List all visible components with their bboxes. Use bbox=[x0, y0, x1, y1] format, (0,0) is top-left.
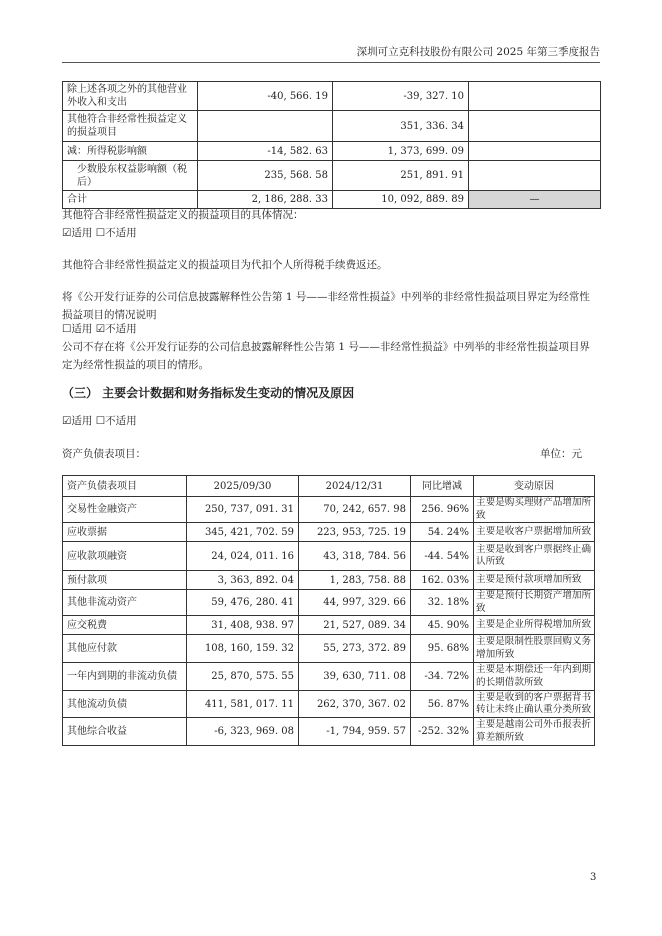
table-row bbox=[63, 142, 601, 161]
cell-value: 55, 273, 372. 89 bbox=[299, 635, 411, 663]
cell-value bbox=[469, 82, 601, 111]
balance-sheet-label: 资产负债表项目： bbox=[62, 448, 146, 460]
row-label: 其他符合非经常性损益定义的损益项目 bbox=[63, 111, 198, 142]
cell-item: 其他流动负债 bbox=[63, 691, 187, 718]
cell-item: 应交税费 bbox=[63, 616, 187, 635]
cell-value: 251, 891. 91 bbox=[333, 161, 469, 191]
cell-value: 351, 336. 34 bbox=[333, 111, 469, 142]
row-label: 少数股东权益影响额（税后） bbox=[63, 161, 198, 191]
cell-value: -252. 32% bbox=[411, 718, 474, 746]
table-row bbox=[63, 497, 595, 523]
table-row bbox=[63, 542, 595, 571]
cell-item: 交易性金融资产 bbox=[63, 497, 187, 523]
table-row bbox=[63, 523, 595, 542]
table-row bbox=[63, 161, 601, 191]
cell-value: 43, 318, 784. 56 bbox=[299, 542, 411, 571]
cell-item: 其他综合收益 bbox=[63, 718, 187, 746]
cell-value: 21, 527, 089. 34 bbox=[299, 616, 411, 635]
page-number: 3 bbox=[590, 872, 597, 883]
table-row bbox=[63, 590, 595, 616]
table-row bbox=[63, 82, 601, 111]
cell-value bbox=[198, 111, 333, 142]
cell-value: 24, 024, 011. 16 bbox=[187, 542, 299, 571]
balance-sheet-changes-table bbox=[62, 475, 595, 746]
unit-label: 单位：元 bbox=[540, 448, 582, 460]
table-row bbox=[63, 635, 595, 663]
cell-item: 其他非流动资产 bbox=[63, 590, 187, 616]
cell-reason: 主要是收客户票据增加所致 bbox=[474, 523, 595, 542]
cell-reason: 主要是本期偿还一年内到期的长期借款所致 bbox=[474, 663, 595, 691]
row-label: 除上述各项之外的其他营业外收入和支出 bbox=[63, 82, 198, 111]
cell-value: 70, 242, 657. 98 bbox=[299, 497, 411, 523]
column-header: 2025/09/30 bbox=[187, 476, 299, 497]
cell-value: — bbox=[469, 191, 601, 209]
cell-value bbox=[469, 161, 601, 191]
cell-value: 411, 581, 017. 11 bbox=[187, 691, 299, 718]
cell-value: 2, 186, 288. 33 bbox=[198, 191, 333, 209]
column-header: 资产负债表项目 bbox=[63, 476, 187, 497]
section-heading: （三） 主要会计数据和财务指标发生变动的情况及原因 bbox=[62, 386, 355, 400]
paragraph: 将《公开发行证券的公司信息披露解释性公告第 1 号——非经常性损益》中列举的非经常性损益项目界定为经常性损益项目的情况说明 bbox=[62, 291, 590, 321]
cell-value: 345, 421, 702. 59 bbox=[187, 523, 299, 542]
table-row bbox=[63, 691, 595, 718]
paragraph: 其他符合非经常性损益定义的损益项目的具体情况： bbox=[62, 209, 304, 221]
cell-reason: 主要是预付长期资产增加所致 bbox=[474, 590, 595, 616]
cell-value: -40, 566. 19 bbox=[198, 82, 333, 111]
cell-value: 56. 87% bbox=[411, 691, 474, 718]
cell-value: -6, 323, 969. 08 bbox=[187, 718, 299, 746]
cell-value: -44. 54% bbox=[411, 542, 474, 571]
paragraph: 公司不存在将《公开发行证券的公司信息披露解释性公告第 1 号——非经常性损益》中列举的非经常性损益项目界定为经常性损益的项目的情形。 bbox=[62, 341, 590, 371]
paragraph: 其他符合非经常性损益定义的损益项目为代扣个人所得税手续费返还。 bbox=[62, 259, 388, 271]
cell-item: 一年内到期的非流动负债 bbox=[63, 663, 187, 691]
applicability-checkbox: ☑适用 ☐不适用 bbox=[62, 227, 137, 239]
cell-value: 235, 568. 58 bbox=[198, 161, 333, 191]
cell-value: 54. 24% bbox=[411, 523, 474, 542]
cell-value: 108, 160, 159. 32 bbox=[187, 635, 299, 663]
table-row bbox=[63, 718, 595, 746]
non-recurring-gains-table bbox=[62, 81, 601, 209]
cell-value: 25, 870, 575. 55 bbox=[187, 663, 299, 691]
cell-value: 250, 737, 091. 31 bbox=[187, 497, 299, 523]
cell-item: 预付款项 bbox=[63, 571, 187, 590]
cell-reason: 主要是收到的客户票据背书转让未终止确认重分类所致 bbox=[474, 691, 595, 718]
cell-value: 256. 96% bbox=[411, 497, 474, 523]
cell-value: -1, 794, 959. 57 bbox=[299, 718, 411, 746]
cell-reason: 主要是购买理财产品增加所致 bbox=[474, 497, 595, 523]
table-row bbox=[63, 616, 595, 635]
column-header: 同比增减 bbox=[411, 476, 474, 497]
column-header: 2024/12/31 bbox=[299, 476, 411, 497]
cell-item: 应收款项融资 bbox=[63, 542, 187, 571]
cell-item: 其他应付款 bbox=[63, 635, 187, 663]
cell-reason: 主要是越南公司外币报表折算差额所致 bbox=[474, 718, 595, 746]
row-label: 合计 bbox=[63, 191, 198, 209]
applicability-checkbox: ☑适用 ☐不适用 bbox=[62, 415, 137, 427]
cell-value: 10, 092, 889. 89 bbox=[333, 191, 469, 209]
header-divider bbox=[62, 62, 600, 63]
cell-value: -34. 72% bbox=[411, 663, 474, 691]
cell-value: 262, 370, 367. 02 bbox=[299, 691, 411, 718]
cell-reason: 主要是收到客户票据终止确认所致 bbox=[474, 542, 595, 571]
cell-value: -39, 327. 10 bbox=[333, 82, 469, 111]
cell-value: 1, 373, 699. 09 bbox=[333, 142, 469, 161]
row-label: 减：所得税影响额 bbox=[63, 142, 198, 161]
cell-value: 59, 476, 280. 41 bbox=[187, 590, 299, 616]
cell-item: 应收票据 bbox=[63, 523, 187, 542]
cell-reason: 主要是限制性股票回购义务增加所致 bbox=[474, 635, 595, 663]
table-row bbox=[63, 111, 601, 142]
cell-value bbox=[469, 142, 601, 161]
cell-reason: 主要是企业所得税增加所致 bbox=[474, 616, 595, 635]
cell-reason: 主要是预付款项增加所致 bbox=[474, 571, 595, 590]
table-header-row bbox=[63, 476, 595, 497]
cell-value: 3, 363, 892. 04 bbox=[187, 571, 299, 590]
table-row bbox=[63, 571, 595, 590]
cell-value: 45. 90% bbox=[411, 616, 474, 635]
cell-value: 44, 997, 329. 66 bbox=[299, 590, 411, 616]
cell-value: 223, 953, 725. 19 bbox=[299, 523, 411, 542]
cell-value: 162. 03% bbox=[411, 571, 474, 590]
column-header: 变动原因 bbox=[474, 476, 595, 497]
page-header-title: 深圳可立克科技股份有限公司 2025 年第三季度报告 bbox=[356, 46, 600, 58]
table-row bbox=[63, 663, 595, 691]
cell-value: 32. 18% bbox=[411, 590, 474, 616]
applicability-checkbox: ☐适用 ☑不适用 bbox=[62, 323, 137, 335]
cell-value: 31, 408, 938. 97 bbox=[187, 616, 299, 635]
cell-value: 39, 630, 711. 08 bbox=[299, 663, 411, 691]
cell-value: -14, 582. 63 bbox=[198, 142, 333, 161]
cell-value bbox=[469, 111, 601, 142]
cell-value: 1, 283, 758. 88 bbox=[299, 571, 411, 590]
cell-value: 95. 68% bbox=[411, 635, 474, 663]
